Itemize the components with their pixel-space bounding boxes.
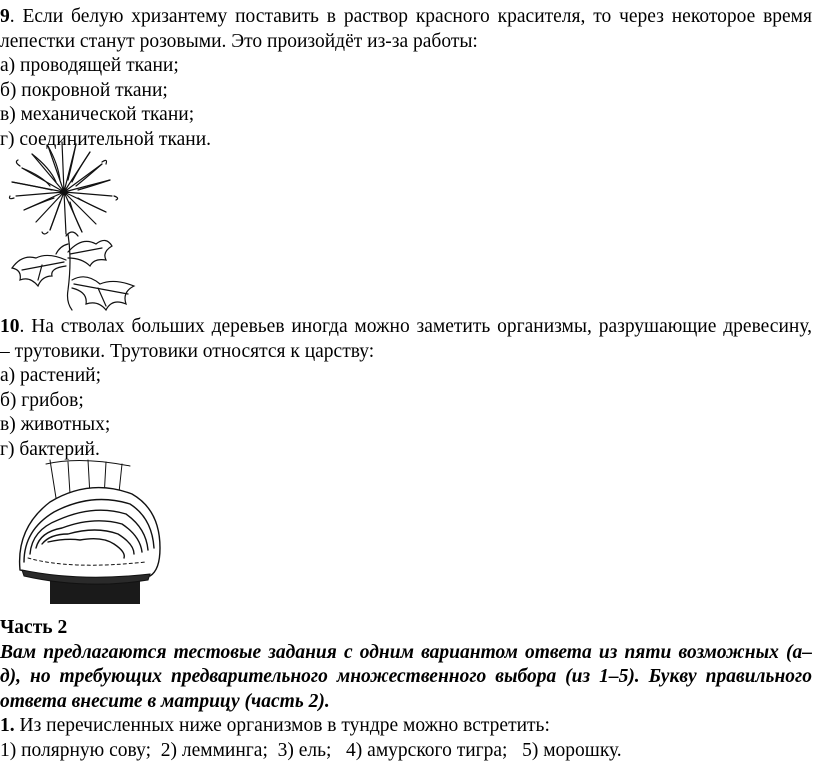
part-2-instruction-line-2: д), но требующих предварительного множественного выбора (из 1–5). Букву правильного [0, 666, 812, 688]
part-2-instruction-line-1: Вам предлагаются тестовые задания с одним вариантом ответа из пяти возможных (а– [0, 641, 812, 663]
question-9-option-c: в) механической ткани; [0, 104, 195, 126]
question-10 [0, 315, 812, 463]
question-10-line-2: – трутовики. Трутовики относятся к царству: [0, 340, 375, 362]
question-10-option-d: г) бактерий. [0, 438, 100, 460]
question-9-option-a: а) проводящей ткани; [0, 55, 179, 77]
part-2-question-1-text: Из перечисленных ниже организмов в тундре можно встретить: [14, 715, 550, 737]
question-9-line-2: лепестки станут розовыми. Это произойдёт из-за работы: [0, 30, 478, 52]
question-10-option-b: б) грибов; [0, 389, 84, 411]
part-2-question-1-options: 1) полярную сову; 2) лемминга; 3) ель; 4) амурского тигра; 5) морошку. [0, 739, 622, 761]
part-2-question-1 [0, 714, 812, 739]
question-9 [0, 5, 812, 153]
question-9-number: 9 [0, 6, 10, 27]
part-2-heading: Часть 2 [0, 617, 68, 638]
fungus-cap [20, 488, 160, 585]
question-10-option-c: в) животных; [0, 414, 111, 436]
question-9-line-1: 9. Если белую хризантему поставить в раствор красного красителя, то через некоторое время [0, 6, 812, 27]
question-10-number: 10 [0, 316, 20, 337]
question-9-option-b: б) покровной ткани; [0, 79, 168, 101]
flower-head [10, 142, 118, 234]
flower-leaves [12, 240, 134, 310]
tinder-fungus-illustration [10, 458, 166, 606]
flower-stem [56, 232, 78, 310]
question-10-option-a: а) растений; [0, 365, 101, 387]
chrysanthemum-illustration [2, 140, 142, 312]
part-2-question-1-number: 1. [0, 715, 15, 737]
part-2 [0, 616, 812, 764]
question-9-option-d: г) соединительной ткани. [0, 128, 212, 150]
question-10-line-1: 10. На стволах больших деревьев иногда можно заметить организмы, разрушающие древесину, [0, 316, 812, 337]
part-2-instruction-line-3: ответа внесите в матрицу (часть 2). [0, 690, 330, 712]
